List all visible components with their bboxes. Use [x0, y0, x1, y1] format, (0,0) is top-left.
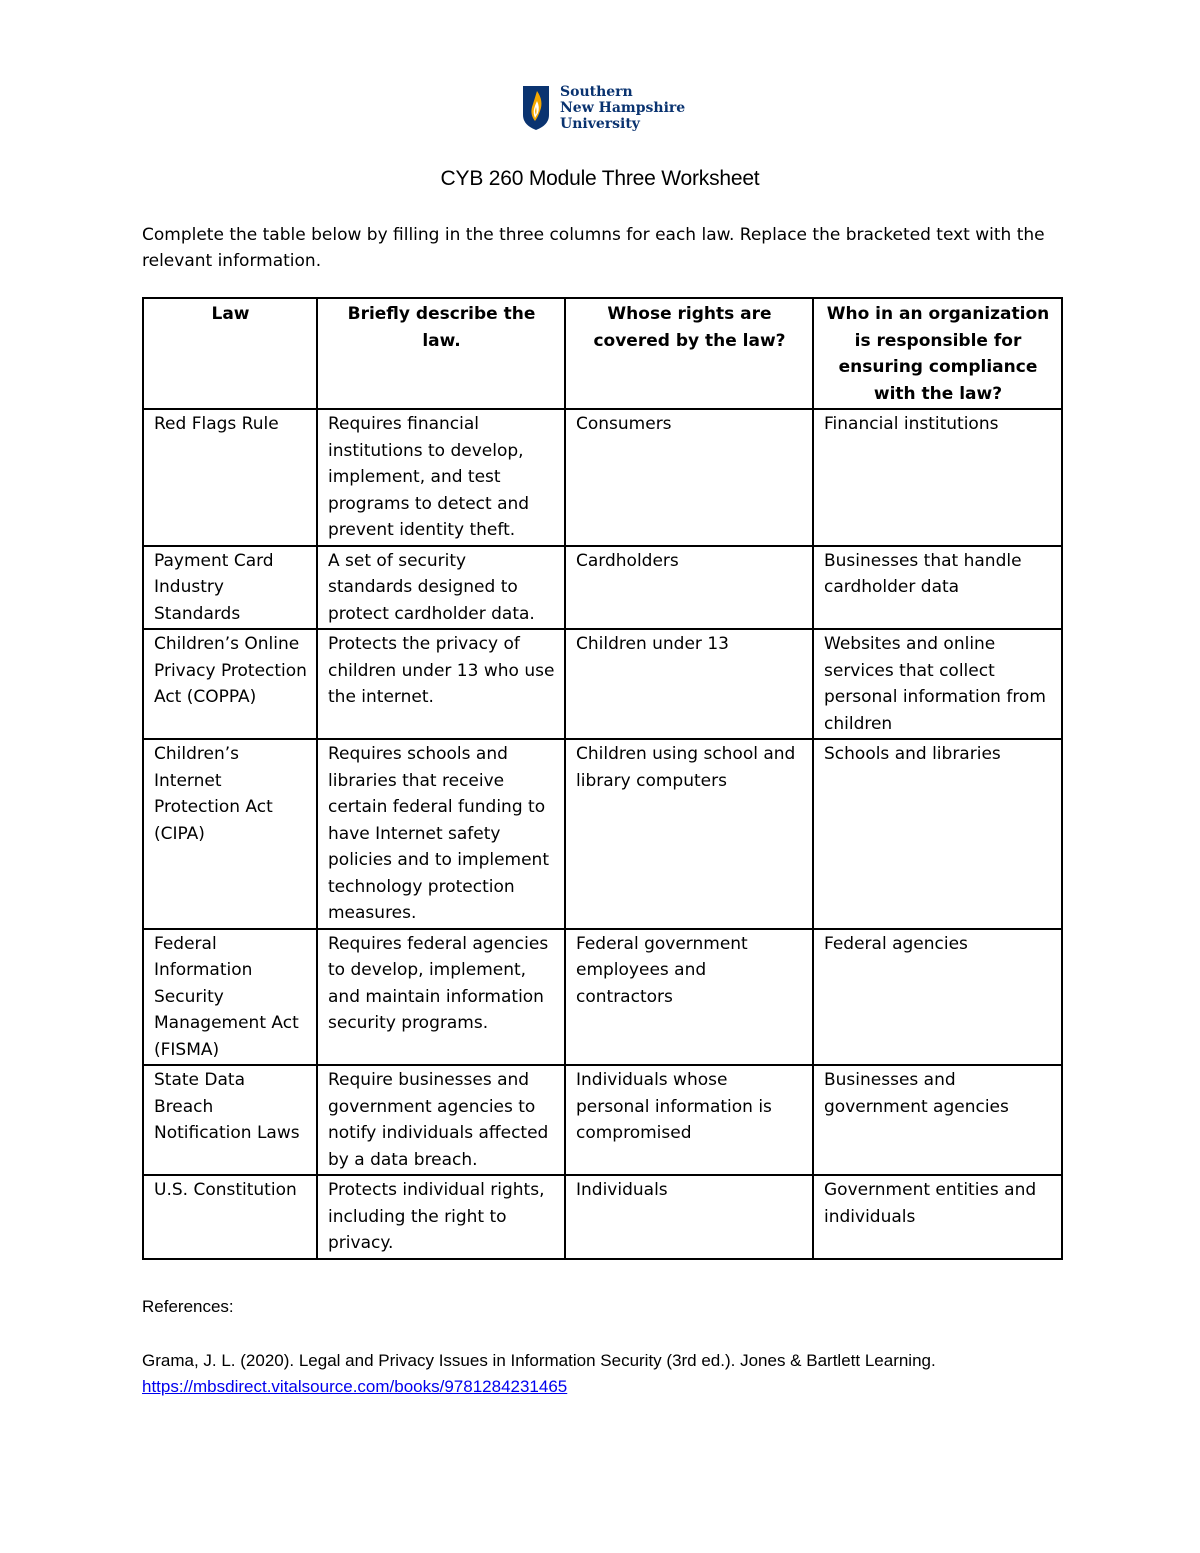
cell-law[interactable]: Children’s Online Privacy Protection Act (COPPA)	[143, 629, 317, 739]
column-header-law: Law	[143, 298, 317, 409]
cell-responsible[interactable]: Schools and libraries	[813, 739, 1062, 929]
page-title: CYB 260 Module Three Worksheet	[440, 167, 760, 190]
table-row	[143, 739, 1062, 929]
logo-wordmark	[560, 84, 685, 132]
cell-rights[interactable]: Consumers	[565, 409, 813, 546]
cell-rights[interactable]: Individuals	[565, 1175, 813, 1259]
cell-rights[interactable]: Children under 13	[565, 629, 813, 739]
laws-table	[142, 297, 1063, 1260]
table-row	[143, 929, 1062, 1066]
cell-rights[interactable]: Children using school and library computers	[565, 739, 813, 929]
cell-law[interactable]: Red Flags Rule	[143, 409, 317, 546]
logo-line: University	[560, 116, 640, 132]
cell-law[interactable]: Payment Card Industry Standards	[143, 546, 317, 630]
column-header-description: Briefly describe the law.	[317, 298, 565, 409]
logo-line: Southern	[560, 84, 633, 100]
cell-law[interactable]: U.S. Constitution	[143, 1175, 317, 1259]
table-row	[143, 546, 1062, 630]
cell-responsible[interactable]: Federal agencies	[813, 929, 1062, 1066]
cell-rights[interactable]: Cardholders	[565, 546, 813, 630]
university-logo	[522, 84, 685, 132]
cell-rights[interactable]: Individuals whose personal information is compromised	[565, 1065, 813, 1175]
flame-shield-icon	[522, 85, 550, 131]
reference-link[interactable]: https://mbsdirect.vitalsource.com/books/9781284231465	[142, 1377, 568, 1396]
cell-rights[interactable]: Federal government employees and contractors	[565, 929, 813, 1066]
cell-law[interactable]: State Data Breach Notification Laws	[143, 1065, 317, 1175]
cell-description[interactable]: Protects individual rights, including the right to privacy.	[317, 1175, 565, 1259]
table-row	[143, 1065, 1062, 1175]
cell-law[interactable]: Federal Information Security Management Act (FISMA)	[143, 929, 317, 1066]
cell-responsible[interactable]: Websites and online services that collect personal information from children	[813, 629, 1062, 739]
table-header-row	[143, 298, 1062, 409]
cell-responsible[interactable]: Government entities and individuals	[813, 1175, 1062, 1259]
cell-responsible[interactable]: Businesses that handle cardholder data	[813, 546, 1062, 630]
cell-law[interactable]: Children’s Internet Protection Act (CIPA)	[143, 739, 317, 929]
cell-description[interactable]: Requires schools and libraries that receive certain federal funding to have Internet safety policies and to implement technology protection measures.	[317, 739, 565, 929]
cell-description[interactable]: Require businesses and government agencies to notify individuals affected by a data breach.	[317, 1065, 565, 1175]
cell-responsible[interactable]: Financial institutions	[813, 409, 1062, 546]
cell-description[interactable]: Protects the privacy of children under 13 who use the internet.	[317, 629, 565, 739]
table-row	[143, 409, 1062, 546]
cell-description[interactable]: A set of security standards designed to protect cardholder data.	[317, 546, 565, 630]
reference-citation: Grama, J. L. (2020). Legal and Privacy Issues in Information Security (3rd ed.). Jones & Bartlett Learning.	[142, 1351, 936, 1370]
cell-description[interactable]: Requires financial institutions to develop, implement, and test programs to detect and prevent identity theft.	[317, 409, 565, 546]
references-heading: References:	[142, 1297, 234, 1316]
table-row	[143, 1175, 1062, 1259]
table-row	[143, 629, 1062, 739]
cell-description[interactable]: Requires federal agencies to develop, implement, and maintain information security programs.	[317, 929, 565, 1066]
instructions-text: Complete the table below by filling in the three columns for each law. Replace the bracketed text with the relevant information.	[142, 225, 1045, 271]
column-header-rights: Whose rights are covered by the law?	[565, 298, 813, 409]
logo-line: New Hampshire	[560, 100, 686, 116]
cell-responsible[interactable]: Businesses and government agencies	[813, 1065, 1062, 1175]
column-header-responsible: Who in an organization is responsible for ensuring compliance with the law?	[813, 298, 1062, 409]
